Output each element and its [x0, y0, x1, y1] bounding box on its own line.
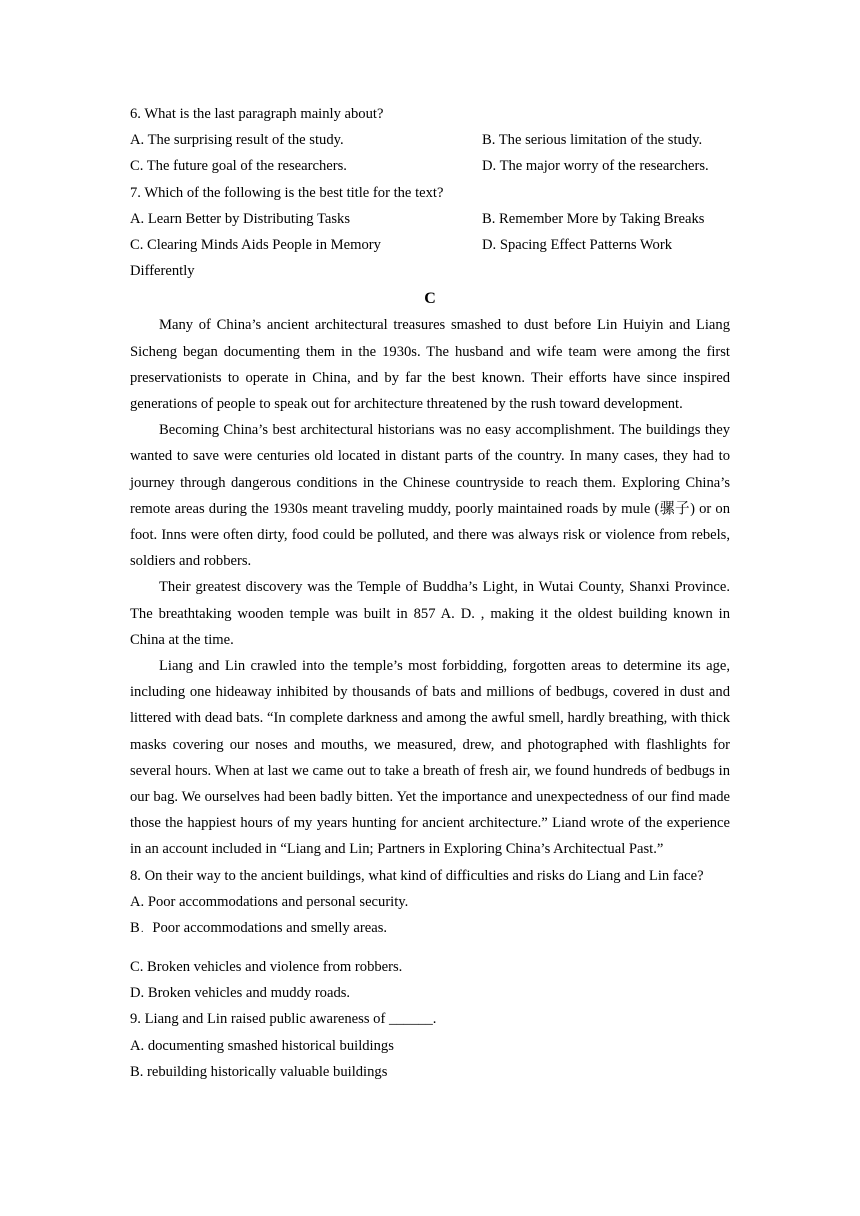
question-6: 6. What is the last paragraph mainly about? [130, 106, 384, 122]
question-9-option-a: A. documenting smashed historical buildings [130, 1037, 394, 1054]
question-7-options-row-1 [130, 206, 730, 232]
passage-paragraph-3: Their greatest discovery was the Temple of Buddha’s Light, in Wutai County, Shanxi Province. The breathtaking wooden temple was built in 857 A. D. , making it the oldest building known in China at the time. [130, 579, 730, 648]
question-9: 9. Liang and Lin raised public awareness of ______. [130, 1011, 437, 1028]
question-8-option-b-letter: B [130, 919, 140, 936]
passage-paragraph-2: Becoming China’s best architectural historians was no easy accomplishment. The buildings they wanted to save were centuries old located in distant parts of the country. In many cases, they had to journey through dangerous conditions in the Chinese countryside to reach them. Exploring China’s remote areas during the 1930s meant traveling muddy, poorly maintained roads by mule (骡子) or on foot. Inns were often dirty, food could be polluted, and there was always risk or violence from rebels, soldiers and robbers. [130, 422, 730, 570]
question-6-option-c: C. The future goal of the researchers. [130, 158, 347, 175]
question-7-option-c: C. Clearing Minds Aids People in Memory [130, 236, 381, 253]
section-title: C [424, 290, 436, 308]
question-6-options-row-2 [130, 153, 730, 179]
question-9-option-b: B. rebuilding historically valuable buildings [130, 1063, 388, 1080]
question-7-option-c-continued: Differently [130, 263, 195, 280]
question-6-option-b: B. The serious limitation of the study. [482, 132, 703, 149]
question-7-options-row-2 [130, 232, 730, 258]
question-8-option-d: D. Broken vehicles and muddy roads. [130, 985, 351, 1002]
question-6-option-a: A. The surprising result of the study. [130, 132, 344, 149]
question-6-options-row-1 [130, 127, 730, 153]
question-8-option-c: C. Broken vehicles and violence from robbers. [130, 958, 403, 975]
question-7-option-d: D. Spacing Effect Patterns Work [482, 236, 672, 253]
exam-page [130, 101, 730, 1085]
question-8-option-a: A. Poor accommodations and personal security. [130, 893, 409, 910]
question-8-option-b-dot: . [141, 923, 144, 935]
question-8-option-b-text: Poor accommodations and smelly areas. [152, 919, 388, 936]
question-8-option-b [130, 915, 730, 954]
question-7: 7. Which of the following is the best title for the text? [130, 184, 444, 201]
passage-paragraph-4: Liang and Lin crawled into the temple’s most forbidding, forgotten areas to determine its age, including one hideaway inhibited by thousands of bats and millions of bedbugs, covered in dust and littered with dead bats. “In complete darkness and among the awful smell, hardly breathing, with thick masks covering our noses and mouths, we measured, drew, and photographed with flashlights for several hours. When at last we came out to take a breath of fresh air, we found hundreds of bedbugs in our bag. We ourselves had been badly bitten. Yet the importance and unexpectedness of our find made those the happiest hours of my years hunting for ancient architecture.” Liand wrote of the experience in an account included in “Liang and Lin; Partners in Exploring China’s Architectual Past.” [130, 657, 730, 858]
question-7-option-a: A. Learn Better by Distributing Tasks [130, 210, 351, 227]
question-8: 8. On their way to the ancient buildings, what kind of difficulties and risks do Liang and Lin face? [130, 867, 704, 884]
passage-paragraph-1: Many of China’s ancient architectural treasures smashed to dust before Lin Huiyin and Liang Sicheng began documenting them in the 1930s. The husband and wife team were among the first preservationists to operate in China, and by far the best known. Their efforts have since inspired generations of people to speak out for architecture threatened by the rush toward development. [130, 317, 730, 412]
question-6-option-d: D. The major worry of the researchers. [482, 158, 709, 175]
question-7-option-b: B. Remember More by Taking Breaks [482, 210, 705, 227]
